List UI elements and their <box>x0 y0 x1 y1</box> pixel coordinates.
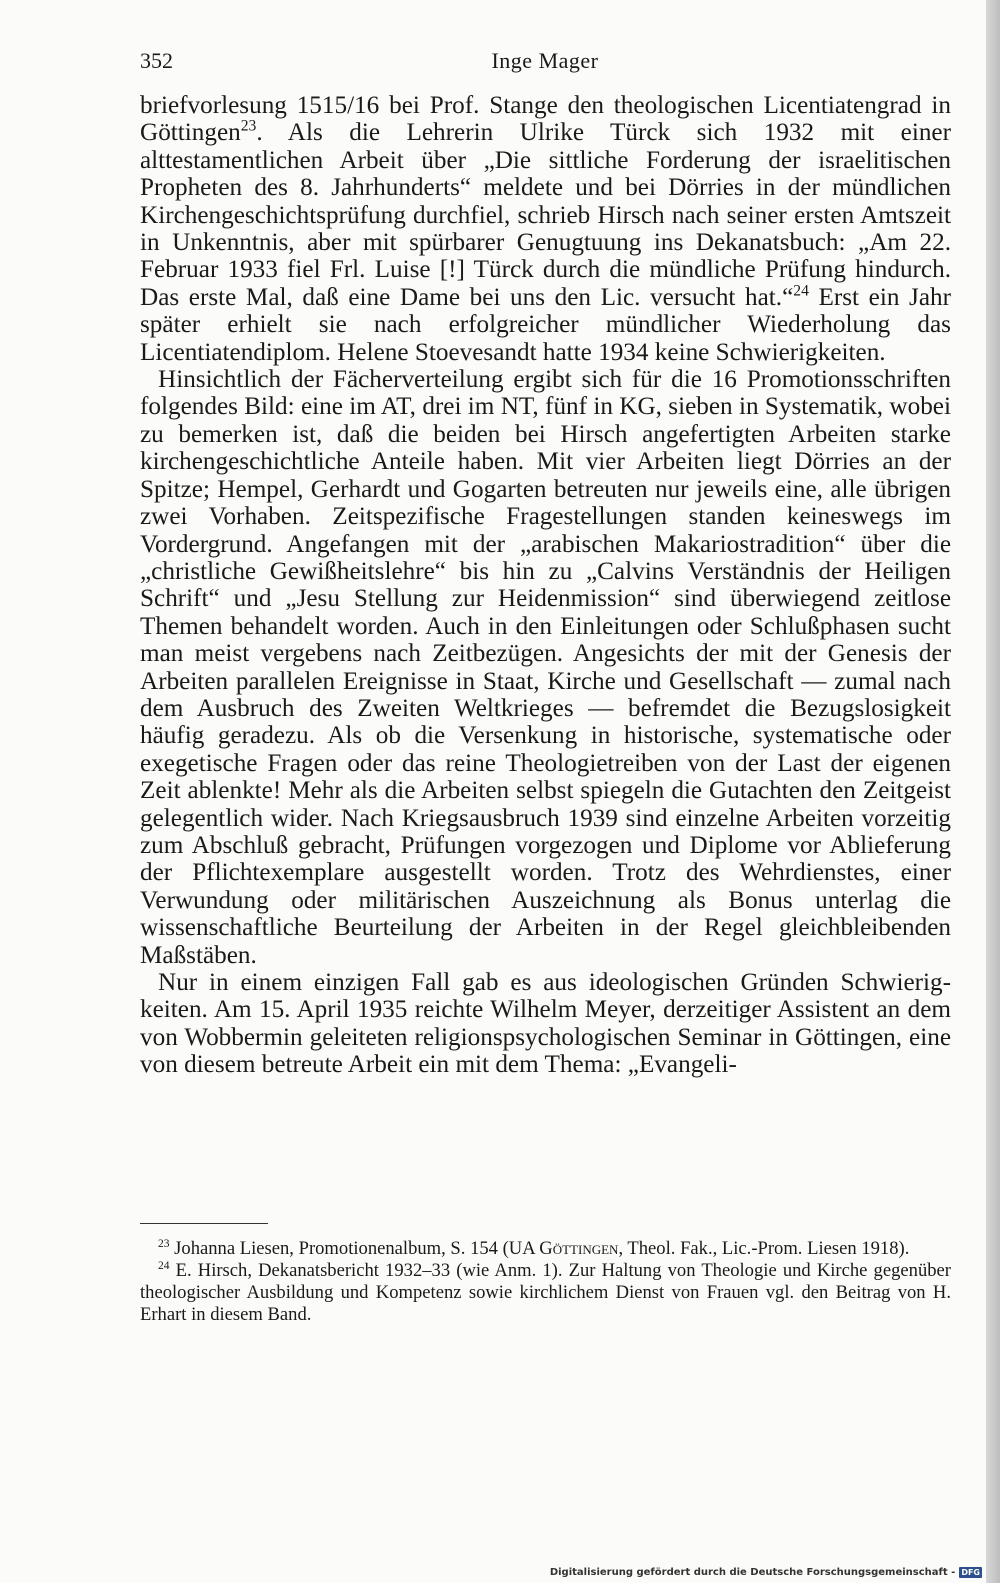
paragraph-1 <box>140 92 951 366</box>
running-head: Inge Mager <box>491 48 599 73</box>
dfg-logo: DFG <box>961 1568 980 1577</box>
footnote-number: 23 <box>158 1237 170 1250</box>
funding-credit: Digitalisierung gefördert durch die Deutsche Forschungsgemeinschaft - <box>549 1567 956 1578</box>
page-number: 352 <box>140 48 173 73</box>
paragraph-2: Hinsichtlich der Fächerverteilung ergibt sich für die 16 Promotionsschriften folgendes Bild: eine im AT, drei im NT, fünf in KG, sieben in Systematik, wobei zu bemerken ist, daß die beiden bei Hirsch angefertigten Arbeiten starke kirchengeschichtliche Anteile haben. Mit vier Arbeiten liegt Dörries an der Spitze; Hempel, Gerhardt und Gogarten betreuten nur jeweils eine, alle übrigen zwei Vorhaben. Zeitspezifische Fragestellungen standen keineswegs im Vordergrund. Angefangen mit der „arabischen Makariostradition“ über die „christliche Gewißheitslehre“ bis hin zu „Calvins Verständnis der Heiligen Schrift“ und „Jesu Stellung zur Heidenmission“ sind überwiegend zeitlose Themen behandelt worden. Auch in den Einleitungen oder Schlußphasen sucht man meist vergebens nach Zeitbezügen. Angesichts der mit der Genesis der Arbeiten parallelen Ereignisse in Staat, Kirche und Gesellschaft — zumal nach dem Ausbruch des Zweiten Weltkrieges — befremdet die Bezugslosigkeit häufig geradezu. Als ob die Versenkung in historische, systematische oder exegetische Fragen oder das reine Theologietreiben von der Last der eigenen Zeit ablenkte! Mehr als die Arbeiten selbst spiegeln die Gutachten den Zeitgeist gelegentlich wider. Nach Kriegsausbruch 1939 sind einzelne Arbeiten vorzeitig zum Abschluß gebracht, Prüfungen vorgezogen und Diplome vor Ablieferung der Pflichtexemplare ausgestellt worden. Trotz des Wehrdienstes, einer Verwundung oder militärischen Auszeichnung als Bonus unterlag die wissenschaftliche Beurteilung der Arbeiten in der Regel gleichbleibenden Maßstäben. <box>140 366 951 969</box>
footnote-archive-name: Göttingen <box>539 1238 619 1259</box>
footnote-separator <box>140 1223 268 1224</box>
scan-page-edge <box>986 0 1000 1583</box>
footnote-text: , Theol. Fak., Lic.-Prom. Liesen 1918). <box>618 1238 910 1259</box>
paragraph-1-part-2: . Als die Lehrerin Ulrike Türck sich 1932 mit einer alttestamentlichen Arbeit über „Die sittliche Forderung der israelitischen Propheten des 8. Jahrhunderts“ meldete und bei Dörries in der mündlichen Kirchengeschichtsprüfung durchfiel, schrieb Hirsch nach seiner ersten Amtszeit in Unkenntnis, aber mit spürbarer Genugtuung ins Dekanatsbuch: „Am 22. Februar 1933 fiel Frl. Luise [!] Türck durch die mündliche Prüfung hindurch. Das erste Mal, daß eine Dame bei uns den Lic. versucht hat.“ <box>140 119 951 311</box>
footnote-ref-23: 23 <box>240 118 257 136</box>
paragraph-3: Nur in einem einzigen Fall gab es aus ideologischen Gründen Schwierigkeiten. Am 15. April 1935 reichte Wilhelm Meyer, derzeitiger Assistent an dem von Wobbermin geleiteten religionspsychologischen Seminar in Göttingen, eine von diesem betreute Arbeit ein mit dem Thema: „Evangeli- <box>140 969 951 1079</box>
main-text <box>140 92 951 1079</box>
footnote-number: 24 <box>158 1259 170 1272</box>
footnote-ref-24: 24 <box>793 282 809 300</box>
paragraph-1-part-1: briefvorlesung 1515/16 bei Prof. Stange den theologischen Licentiatengrad in Göttingen <box>140 92 951 147</box>
footnote-text: Johanna Liesen, Promotionenalbum, S. 154 (UA <box>169 1238 540 1259</box>
page-header <box>140 48 950 82</box>
footnotes <box>140 1238 951 1326</box>
footnote-24 <box>140 1260 951 1326</box>
paragraph-1-part-3: Erst ein Jahr später erhielt sie nach erfolgreicher mündlicher Wiederholung das Licentiatendiplom. Helene Stoevesandt hatte 1934 keine Schwierigkeiten. <box>140 283 951 366</box>
digitization-footer <box>550 1565 982 1580</box>
footnote-23 <box>140 1238 951 1260</box>
footnote-text: E. Hirsch, Dekanatsbericht 1932–33 (wie Anm. 1). Zur Haltung von Theologie und Kirche gegenüber theologischer Ausbildung und Kompetenz sowie kirchlichem Dienst von Frauen vgl. den Beitrag von H. Erhart in diesem Band. <box>140 1260 951 1325</box>
